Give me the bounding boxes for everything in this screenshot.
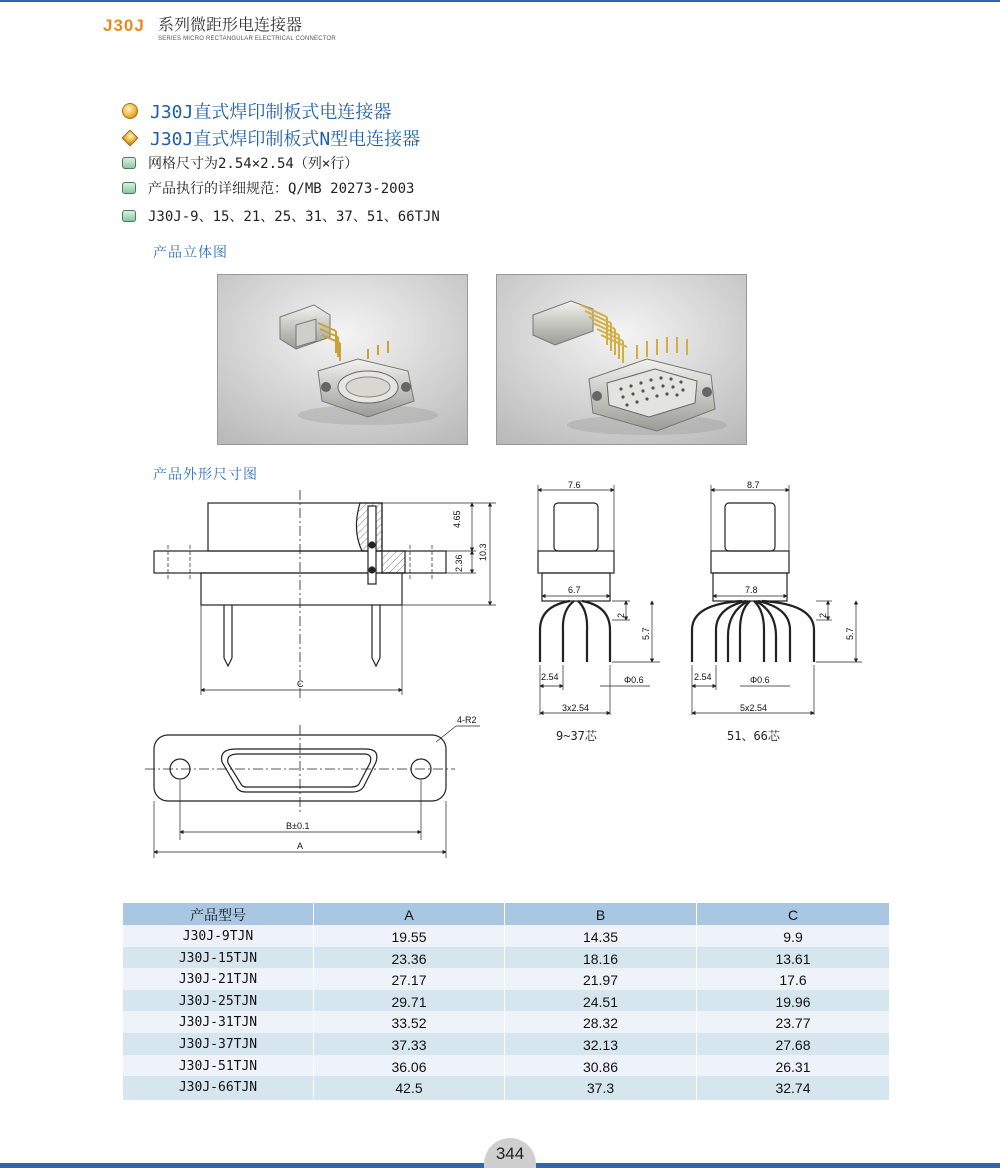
- table-row: [123, 1033, 886, 1055]
- table-cell: 21.97: [505, 968, 696, 992]
- table-row: [123, 1076, 886, 1098]
- dimension-drawing: [140, 470, 870, 870]
- table-cell: 23.77: [697, 1011, 889, 1035]
- product-photo-large: [496, 274, 747, 445]
- table-cell: J30J-9TJN: [123, 925, 313, 949]
- table-cell: 42.5: [314, 1076, 504, 1100]
- table-cell: J30J-31TJN: [123, 1011, 313, 1035]
- dim-label: 2.36: [454, 554, 464, 572]
- table-cell: 24.51: [505, 990, 696, 1014]
- dim-label: 2.54: [541, 672, 559, 682]
- dim-label: 2.54: [694, 672, 712, 682]
- feature-text: J30J直式焊印制板式电连接器: [150, 102, 392, 123]
- feature-item: [122, 125, 420, 151]
- series-title: 系列微距形电连接器: [158, 15, 303, 34]
- table-cell: 36.06: [314, 1055, 504, 1079]
- table-cell: 13.61: [697, 947, 889, 971]
- table-cell: 18.16: [505, 947, 696, 971]
- feature-text: 网格尺寸为2.54×2.54（列×行）: [148, 156, 359, 172]
- diamond-bullet-icon: [122, 130, 139, 147]
- table-cell: 32.13: [505, 1033, 696, 1057]
- dim-label: 10.3: [478, 543, 488, 561]
- table-header-cell: A: [314, 903, 504, 927]
- circle-bullet-icon: [122, 103, 138, 119]
- dim-label: 2: [616, 612, 626, 618]
- table-row: [123, 947, 886, 969]
- table-row: [123, 968, 886, 990]
- feature-item: [122, 153, 358, 173]
- table-cell: J30J-51TJN: [123, 1055, 313, 1079]
- table-cell: J30J-15TJN: [123, 947, 313, 971]
- table-cell: 14.35: [505, 925, 696, 949]
- table-cell: J30J-25TJN: [123, 990, 313, 1014]
- dim-label: 7.6: [568, 480, 581, 490]
- table-cell: 26.31: [697, 1055, 889, 1079]
- section-dims-label: 产品外形尺寸图: [153, 467, 258, 483]
- square-bullet-icon: [122, 157, 136, 169]
- dim-label: 2: [818, 612, 828, 618]
- feature-item: [122, 178, 414, 198]
- brand-logo: J30J: [103, 16, 145, 35]
- dim-label: 8.7: [747, 480, 760, 490]
- table-row: [123, 1011, 886, 1033]
- feature-item: [122, 98, 391, 124]
- table-row: [123, 925, 886, 947]
- page-number: 344: [495, 1144, 525, 1163]
- square-bullet-icon: [122, 210, 136, 222]
- section-3d-label: 产品立体图: [153, 245, 228, 261]
- table-row: [123, 1055, 886, 1077]
- dim-label: B±0.1: [286, 821, 310, 831]
- table-cell: 17.6: [697, 968, 889, 992]
- table-cell: 30.86: [505, 1055, 696, 1079]
- feature-item: [122, 206, 440, 226]
- product-photo-small: [217, 274, 468, 445]
- dim-label: 6.7: [568, 585, 581, 595]
- dim-label: 5.7: [845, 627, 855, 640]
- table-cell: 19.55: [314, 925, 504, 949]
- square-bullet-icon: [122, 182, 136, 194]
- series-subtitle: SERIES MICRO RECTANGULAR ELECTRICAL CONNECTOR: [158, 36, 336, 42]
- feature-text: 产品执行的详细规范：Q/MB 20273-2003: [148, 181, 415, 197]
- table-cell: J30J-21TJN: [123, 968, 313, 992]
- feature-text: J30J直式焊印制板式N型电连接器: [150, 129, 421, 150]
- dim-label: A: [297, 841, 304, 851]
- table-cell: 32.74: [697, 1076, 889, 1100]
- table-cell: J30J-66TJN: [123, 1076, 313, 1100]
- dim-label: Φ0.6: [624, 675, 644, 685]
- table-header-cell: B: [505, 903, 696, 927]
- feature-text: J30J-9、15、21、25、31、37、51、66TJN: [148, 209, 440, 225]
- dim-label: C: [297, 679, 304, 689]
- table-cell: 19.96: [697, 990, 889, 1014]
- table-cell: 37.3: [505, 1076, 696, 1100]
- table-cell: 29.71: [314, 990, 504, 1014]
- table-row: [123, 990, 886, 1012]
- drawing-caption-large: 51、66芯: [727, 729, 780, 743]
- table-cell: 27.68: [697, 1033, 889, 1057]
- table-header-cell: C: [697, 903, 889, 927]
- dim-label: Φ0.6: [750, 675, 770, 685]
- table-cell: 9.9: [697, 925, 889, 949]
- dim-label: 5x2.54: [740, 703, 768, 713]
- top-rule: [0, 0, 1000, 2]
- table-cell: 37.33: [314, 1033, 504, 1057]
- drawing-caption-small: 9~37芯: [556, 729, 597, 743]
- table-cell: J30J-37TJN: [123, 1033, 313, 1057]
- dim-label: 5.7: [641, 627, 651, 640]
- table-cell: 27.17: [314, 968, 504, 992]
- table-header-cell: 产品型号: [123, 903, 313, 927]
- table-cell: 28.32: [505, 1011, 696, 1035]
- dim-label: 4.65: [452, 510, 462, 528]
- dim-label: 7.8: [745, 585, 758, 595]
- dim-label: 4-R2: [457, 715, 477, 725]
- table-cell: 33.52: [314, 1011, 504, 1035]
- table-header-row: [123, 903, 886, 925]
- dim-label: 3x2.54: [562, 703, 590, 713]
- table-cell: 23.36: [314, 947, 504, 971]
- spec-table: [123, 903, 886, 1098]
